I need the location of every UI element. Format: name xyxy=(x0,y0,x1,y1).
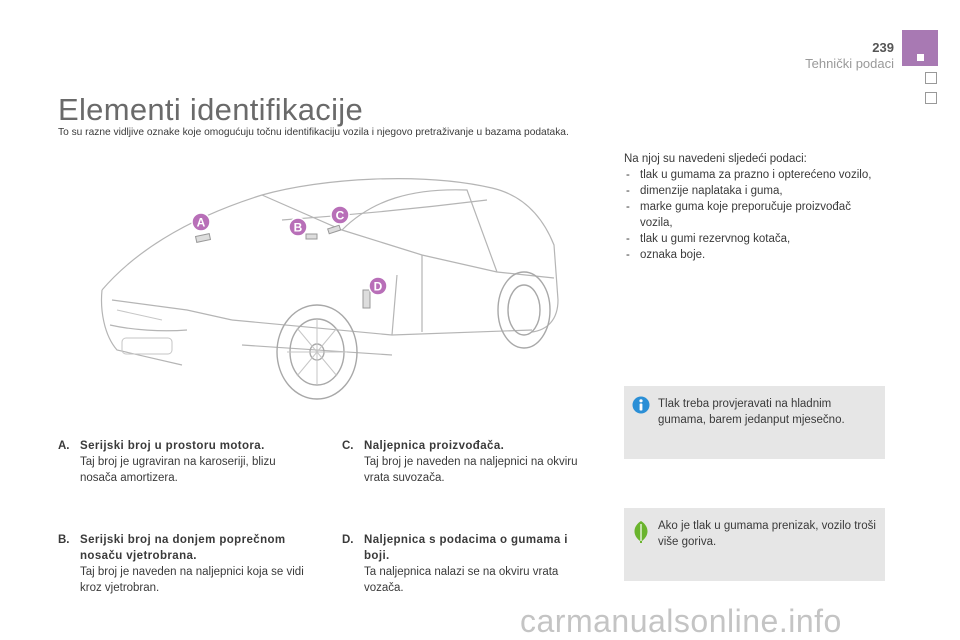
chapter-tab[interactable] xyxy=(925,72,937,84)
item-heading: Naljepnica s podacima o gumama i boji. xyxy=(364,534,568,562)
page-title: Elementi identifikacije xyxy=(58,92,363,127)
marker-c xyxy=(331,206,349,224)
item-b xyxy=(58,532,308,596)
chapter-tab[interactable] xyxy=(925,92,937,104)
eco-box xyxy=(624,508,885,581)
intro-lead: Na njoj su navedeni sljedeći podaci: xyxy=(624,153,807,165)
marker-d xyxy=(369,277,387,295)
svg-text:C: C xyxy=(335,208,345,223)
list-item: - oznaka boje. xyxy=(624,247,884,263)
info-box xyxy=(624,386,885,459)
item-heading: Serijski broj na donjem poprečnom nosaču vjetrobrana. xyxy=(80,534,286,562)
item-text: Taj broj je ugraviran na karoseriji, blizu nosača amortizera. xyxy=(80,456,276,484)
page-number: 239 xyxy=(872,40,894,55)
item-heading: Naljepnica proizvođača. xyxy=(364,440,505,452)
marker-a xyxy=(192,213,210,231)
list-item: - dimenzije naplataka i guma, xyxy=(624,183,884,199)
list-item: - marke guma koje preporučuje proizvođač vozila, xyxy=(624,199,884,231)
item-heading: Serijski broj u prostoru motora. xyxy=(80,440,265,452)
list-item: - tlak u gumi rezervnog kotača, xyxy=(624,231,884,247)
watermark: carmanualsonline.info xyxy=(520,603,842,639)
page-subtitle: To su razne vidljive oznake koje omogućuju točnu identifikaciju vozila i njegovo pretraživanje u bazama podataka. xyxy=(58,127,569,138)
leaf-icon xyxy=(630,520,652,544)
item-c xyxy=(342,438,592,486)
list-item: - tlak u gumama za prazno i opterećeno vozilo, xyxy=(624,167,884,183)
chapter-tab-active[interactable] xyxy=(902,30,938,66)
item-letter: A. xyxy=(58,440,70,452)
item-a xyxy=(58,438,308,486)
svg-text:B: B xyxy=(293,220,303,235)
svg-text:A: A xyxy=(196,215,206,230)
item-letter: B. xyxy=(58,534,70,546)
item-letter: C. xyxy=(342,440,354,452)
car-illustration xyxy=(92,160,562,410)
info-text: Tlak treba provjeravati na hladnim gumama, barem jedanput mjesečno. xyxy=(658,398,845,426)
item-d xyxy=(342,532,592,596)
tire-label-info xyxy=(624,151,884,263)
info-icon xyxy=(632,396,650,414)
intro-list xyxy=(624,167,884,263)
eco-text: Ako je tlak u gumama prenizak, vozilo troši više goriva. xyxy=(658,520,876,548)
item-text: Taj broj je naveden na naljepnici koja se vidi kroz vjetrobran. xyxy=(80,566,304,594)
item-letter: D. xyxy=(342,534,354,546)
marker-b xyxy=(289,218,307,236)
section-name: Tehnički podaci xyxy=(805,56,894,71)
svg-text:D: D xyxy=(373,279,383,294)
item-text: Taj broj je naveden na naljepnici na okviru vrata suvozača. xyxy=(364,456,578,484)
item-text: Ta naljepnica nalazi se na okviru vrata vozača. xyxy=(364,566,559,594)
